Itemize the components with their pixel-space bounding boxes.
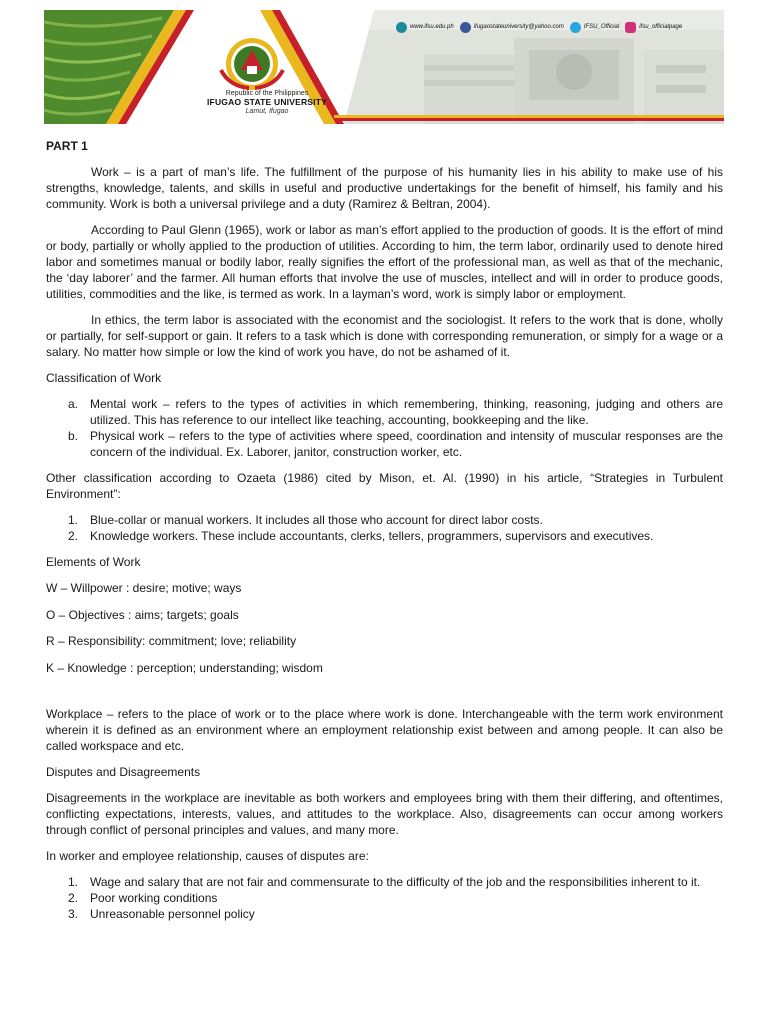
disputes-heading: Disputes and Disagreements [46, 765, 201, 779]
instagram-icon [625, 22, 636, 33]
list-item [46, 890, 723, 906]
list-item-text: Blue-collar or manual workers. It includes all those who account for direct labor costs. [90, 513, 543, 527]
paragraph-disagreements: Disagreements in the workplace are inevitable as both workers and employees bring with them their differing, and oftentimes, conflicting expectations, interests, values, and attitudes to the workplace. Also, disagreements can occur among workers through conflict of personal principles and values, and many more. [46, 791, 723, 837]
list-item [46, 874, 723, 890]
spacer [46, 686, 723, 706]
paragraph-work-definition: Work – is a part of man’s life. The fulfillment of the purpose of his humanity lies in his ability to make use of his strengths, knowledge, talents, and skills in useful and productive undertakings for the benefit of himself, his family and his community. Work is both a universal privilege and a duty (Ramirez & Beltran, 2004). [46, 165, 723, 211]
paragraph-ethics: In ethics, the term labor is associated with the economist and the sociologist. It refers to the work that is done, wholly or partially, for self-support or gain. It refers to a task which is done with corresponding remuneration, or simply for a wage or a salary. No matter how simple or low the kind of work you have, do not be ashamed of it. [46, 313, 723, 359]
element-objectives: O – Objectives : aims; targets; goals [46, 607, 239, 622]
university-header-banner [44, 10, 724, 124]
workers-list [46, 512, 723, 544]
causes-list [46, 874, 723, 922]
facebook-icon [460, 22, 471, 33]
university-name-block [192, 90, 342, 115]
contact-bar [396, 19, 682, 35]
list-marker: 1. [68, 513, 79, 527]
list-marker: 1. [68, 875, 79, 889]
contact-facebook[interactable] [460, 22, 564, 33]
contact-instagram-text: ifsu_officialpage [639, 24, 683, 30]
list-marker: a. [68, 397, 79, 411]
list-item-text: Unreasonable personnel policy [90, 907, 255, 921]
document-body [46, 138, 723, 928]
contact-facebook-text: ifugaostateuniversity@yahoo.com [473, 24, 564, 30]
republic-label: Republic of the Philippines [225, 90, 309, 97]
element-knowledge: K – Knowledge : perception; understanding; wisdom [46, 660, 323, 675]
elements-heading: Elements of Work [46, 555, 141, 569]
contact-website-text: www.ifsu.edu.ph [410, 24, 454, 30]
contact-website[interactable] [396, 22, 454, 33]
list-item [46, 396, 723, 428]
university-seal-logo [219, 36, 285, 92]
list-item [46, 528, 723, 544]
paragraph-workplace: Workplace – refers to the place of work or to the place where work is done. Interchangeable with the term work environment wherein it is defined as an environment where an employment relationship exist between and among people. It can also be called workspace and etc. [46, 707, 723, 753]
element-responsibility: R – Responsibility: commitment; love; reliability [46, 634, 297, 648]
list-marker: 2. [68, 891, 79, 905]
contact-instagram[interactable] [625, 22, 682, 33]
part-title: PART 1 [46, 139, 88, 153]
globe-icon [396, 22, 407, 33]
university-name: IFUGAO STATE UNIVERSITY [207, 97, 327, 107]
contact-twitter[interactable] [570, 22, 619, 33]
causes-intro: In worker and employee relationship, causes of disputes are: [46, 849, 369, 863]
university-location: Lamut, Ifugao [245, 107, 289, 115]
list-item-text: Mental work – refers to the types of activities in which remembering, thinking, reasoning, judging and others are utilized. This has reference to our intellect like teaching, accounting, bookkeeping and the like. [90, 397, 723, 427]
list-item [46, 512, 723, 528]
element-willpower: W – Willpower : desire; motive; ways [46, 581, 242, 595]
list-item-text: Poor working conditions [90, 891, 218, 905]
list-marker: 2. [68, 529, 79, 543]
list-item-text: Wage and salary that are not fair and commensurate to the difficulty of the job and the responsibilities inherent to it. [90, 875, 701, 889]
twitter-icon [570, 22, 581, 33]
list-marker: 3. [68, 907, 79, 921]
list-item-text: Knowledge workers. These include accountants, clerks, tellers, programmers, supervisors and executives. [90, 529, 654, 543]
list-marker: b. [68, 429, 79, 443]
paragraph-paul-glenn: According to Paul Glenn (1965), work or labor as man’s effort applied to the production of goods. It is the effort of mind or body, partially or wholly applied to the production of utilities. According to him, the term labor, ordinarily used to denote hired labor and sometimes manual or bodily labor, really signifies the effort of the professional man, as well as that of the mechanic, the ‘day laborer’ and the farmer. All human efforts that involve the use of muscles, intellect and will in order to produce goods, utilities, commodities and the like, is termed as work. In a layman’s word, work is simply labor or employment. [46, 223, 723, 301]
list-item [46, 906, 723, 922]
list-item-text: Physical work – refers to the type of activities where speed, coordination and intensity of muscular responses are the concern of the individual. Ex. Laborer, janitor, construction worker, etc. [90, 429, 723, 459]
classification-heading: Classification of Work [46, 371, 162, 385]
contact-twitter-text: IFSU_Official [583, 24, 620, 30]
paragraph-other-classification: Other classification according to Ozaeta (1986) cited by Mison, et. Al. (1990) in his article, “Strategies in Turbulent Environment”: [46, 471, 723, 501]
list-item [46, 428, 723, 460]
classification-list [46, 396, 723, 460]
